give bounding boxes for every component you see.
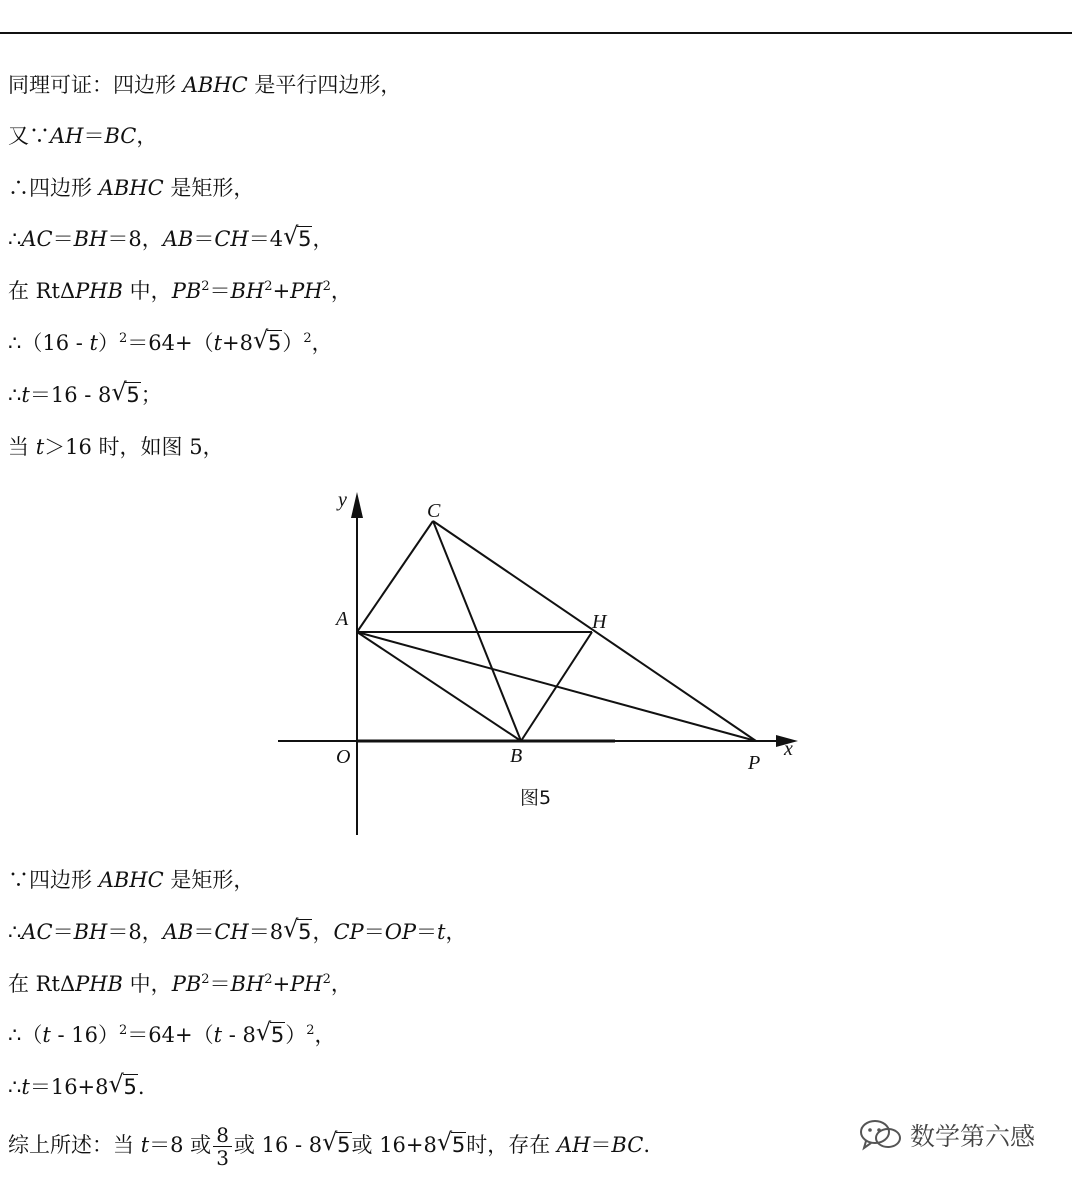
figure-caption: 图5 — [520, 787, 552, 809]
watermark-text: 数学第六感 — [910, 1122, 1036, 1151]
text-line-11: 在 RtΔPHB 中，$PB^2=BH^2+PH^2$， — [8, 972, 352, 996]
label-A: A — [336, 608, 349, 630]
y-axis-arrow — [351, 492, 363, 518]
sqrt-symbol: √ 5 — [322, 1130, 351, 1160]
fraction-8-3: $\frac{8}{3}$ — [213, 1124, 232, 1169]
label-O: O — [336, 746, 351, 768]
text-line-13: ∴t＝16+8√ 5. — [8, 1072, 145, 1102]
text-line-2: 又∵AH＝BC， — [8, 124, 158, 148]
label-P: P — [748, 752, 761, 774]
label-x: x — [784, 738, 793, 760]
text-line-7: ∴t＝16 - 8√ 5； — [8, 380, 162, 410]
figure-5 — [270, 478, 810, 843]
label-H: H — [592, 611, 607, 633]
text-line-6: ∴（16 - t）$^2$＝64+（t+8√ 5）$^2$， — [8, 328, 333, 358]
text-line-12: ∴（t - 16）$^2$＝64+（t - 8√ 5）$^2$， — [8, 1020, 336, 1050]
sqrt-symbol: √ 5 — [437, 1130, 466, 1160]
watermark — [858, 1112, 1035, 1158]
text-line-9: ∵四边形 ABHC 是矩形， — [8, 868, 255, 892]
sqrt-symbol: √ 5 — [256, 1020, 285, 1050]
label-B: B — [510, 745, 523, 767]
text-line-3: ∴四边形 ABHC 是矩形， — [8, 176, 255, 200]
sqrt-symbol: √ 5 — [283, 224, 312, 254]
text-line-5: 在 RtΔPHB 中，$PB^2=BH^2+PH^2$， — [8, 279, 352, 303]
wechat-icon — [858, 1118, 904, 1152]
label-y: y — [338, 489, 347, 511]
top-rule — [0, 32, 1072, 34]
text-line-8: 当 t＞16 时，如图 5， — [8, 435, 224, 459]
sqrt-symbol: √ 5 — [253, 328, 282, 358]
segment-BH — [521, 632, 592, 741]
text-line-10: ∴AC＝BH＝8，AB＝CH＝8√ 5，CP＝OP＝t， — [8, 917, 467, 947]
text-line-4: ∴AC＝BH＝8，AB＝CH＝4√ 5， — [8, 224, 333, 254]
label-C: C — [427, 500, 441, 522]
segment-AB — [357, 632, 521, 741]
sqrt-symbol: √ 5 — [283, 917, 312, 947]
segment-AC — [357, 521, 433, 632]
text-line-1: 同理可证：四边形 ABHC 是平行四边形， — [8, 73, 402, 97]
text-line-14: 综上所述：当 t＝8 或 $\frac{8}{3}$ 或 16 - 8√ 5或 16+8√ 5时，存在 AH＝BC. — [8, 1124, 650, 1169]
sqrt-symbol: √ 5 — [111, 380, 140, 410]
sqrt-symbol: √ 5 — [109, 1072, 138, 1102]
